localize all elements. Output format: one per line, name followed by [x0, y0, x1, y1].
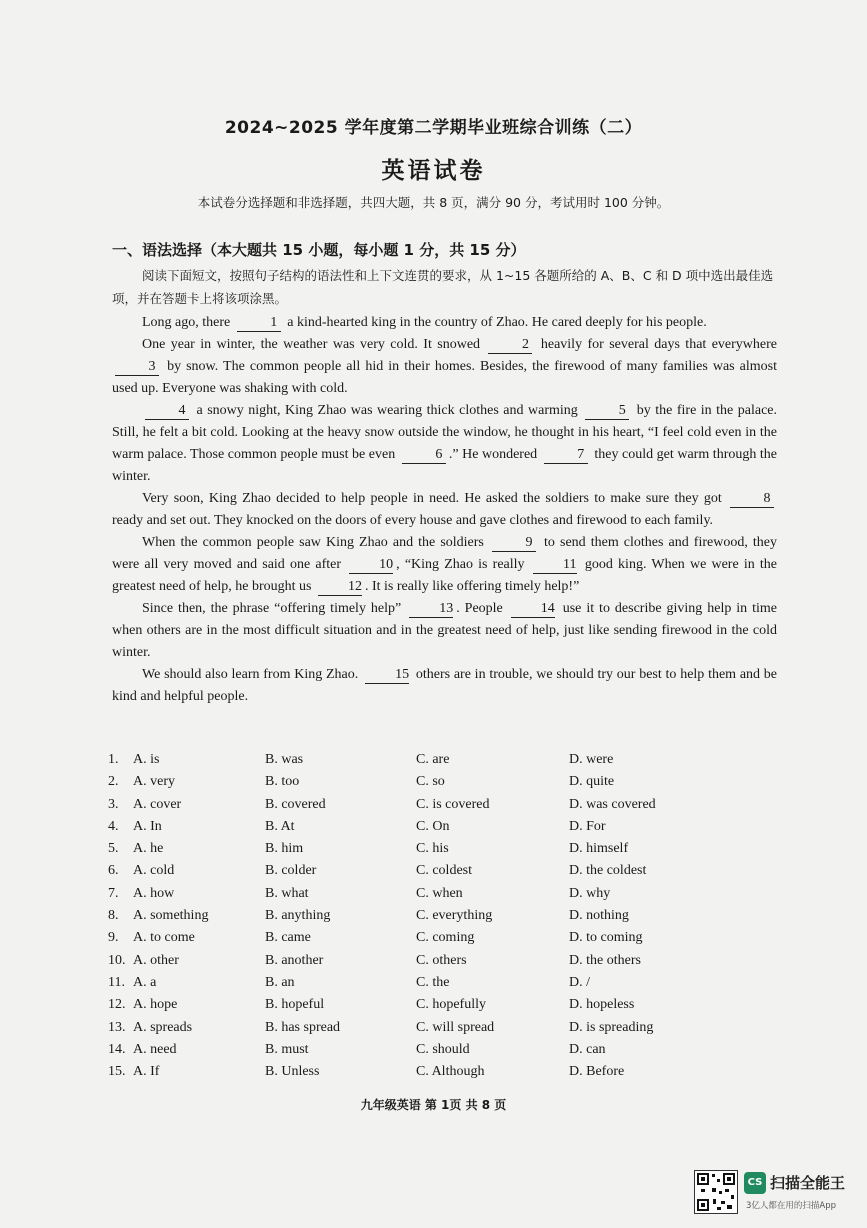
option-row: [108, 863, 768, 885]
option-d: D. the others: [569, 952, 641, 968]
blank-9: 9: [492, 535, 536, 552]
option-row: [108, 997, 768, 1019]
option-d: D. is spreading: [569, 1019, 654, 1035]
option-d: D. nothing: [569, 908, 629, 924]
blank-13: 13: [409, 601, 453, 618]
option-b: B. Unless: [265, 1064, 320, 1080]
option-c: C. is covered: [416, 796, 490, 812]
question-number: 10.: [108, 952, 126, 968]
paragraph-1: Long ago, there 1 a kind-hearted king in the country of Zhao. He cared deeply for his people.: [142, 315, 707, 330]
blank-3: 3: [115, 359, 159, 376]
option-row: [108, 1042, 768, 1064]
question-number: 1.: [108, 752, 119, 767]
option-row: [108, 908, 768, 930]
option-d: D. was covered: [569, 796, 656, 812]
option-b: B. an: [265, 974, 295, 990]
blank-2: 2: [488, 337, 532, 354]
option-b: B. what: [265, 885, 309, 901]
option-a: A. hope: [133, 997, 178, 1013]
option-b: B. was: [265, 752, 304, 767]
option-a: A. he: [133, 841, 164, 857]
exam-title: 2024~2025 学年度第二学期毕业班综合训练（二）: [224, 118, 643, 138]
question-number: 15.: [108, 1064, 126, 1080]
option-c: C. will spread: [416, 1019, 495, 1035]
question-number: 2.: [108, 774, 119, 790]
qr-code-icon: [694, 1170, 738, 1214]
blank-1: 1: [237, 315, 281, 332]
option-c: C. are: [416, 752, 450, 767]
paragraph-7: We should also learn from King Zhao. 15 others are in trouble, we should try our best to help them and be kind and helpful people.: [112, 667, 778, 704]
option-c: C. Although: [416, 1064, 485, 1080]
option-c: C. On: [416, 818, 450, 834]
option-a: A. how: [133, 885, 175, 901]
option-d: D. can: [569, 1041, 606, 1057]
option-a: A. If: [133, 1064, 160, 1080]
option-d: D. why: [569, 885, 611, 901]
option-b: B. colder: [265, 863, 317, 879]
option-c: C. so: [416, 774, 445, 790]
section-instruction: 阅读下面短文，按照句子结构的语法性和上下文连贯的要求，从 1~15 各题所给的 A、B、C 和 D 项中选出最佳选项，并在答题卡上将该项涂黑。: [112, 268, 774, 306]
option-row: [108, 841, 768, 863]
option-a: A. to come: [133, 930, 195, 946]
subject-title: 英语试卷: [381, 158, 486, 184]
option-row: [108, 797, 768, 819]
question-number: 9.: [108, 930, 119, 946]
option-c: C. everything: [416, 908, 493, 924]
paragraph-5: When the common people saw King Zhao and the soldiers 9 to send them clothes and firewood, they were all very moved and said one after 10 , “King Zhao is really 11 good king. When we were in the greatest need of help, he brought us 12 . It is really like offering timely help!”: [112, 535, 778, 594]
option-a: A. spreads: [133, 1019, 193, 1035]
option-b: B. him: [265, 841, 304, 857]
option-b: B. came: [265, 930, 311, 946]
blank-6: 6: [402, 447, 446, 464]
blank-7: 7: [544, 447, 588, 464]
question-number: 6.: [108, 863, 119, 879]
question-number: 13.: [108, 1019, 126, 1035]
option-c: C. the: [416, 974, 450, 990]
option-a: A. cover: [133, 796, 182, 812]
paragraph-2: One year in winter, the weather was very cold. It snowed 2 heavily for several days that everywhere 3 by snow. The common people all hid in their homes. Besides, the firewood of many families was almost used up. Everyone was shaking with cold.: [112, 337, 778, 396]
option-b: B. covered: [265, 796, 326, 812]
option-d: D. quite: [569, 774, 615, 790]
blank-8: 8: [730, 491, 774, 508]
paragraph-6: Since then, the phrase “offering timely help” 13 . People 14 use it to describe giving help in time when others are in the most difficult situation and in the greatest need of help, just like sending firewood in the cold winter.: [112, 601, 778, 660]
option-b: B. too: [265, 774, 300, 790]
option-b: B. hopeful: [265, 997, 325, 1013]
question-number: 14.: [108, 1041, 126, 1057]
question-number: 3.: [108, 796, 119, 812]
paragraph-4: Very soon, King Zhao decided to help people in need. He asked the soldiers to make sure they got 8 ready and set out. They knocked on the doors of every house and gave clothes and firewood to each family.: [112, 488, 777, 532]
blank-14: 14: [511, 601, 555, 618]
question-number: 12.: [108, 997, 126, 1013]
answer-options: [108, 752, 768, 1086]
option-a: A. a: [133, 974, 157, 990]
scanner-tagline: 3亿人都在用的扫描App: [746, 1201, 837, 1211]
paragraph-3: 4 a snowy night, King Zhao was wearing thick clothes and warming 5 by the fire in the palace. Still, he felt a bit cold. Looking at the heavy snow outside the window, he thought in his heart, “I feel cold even in the warm palace. Those common people must be even 6 .” He wondered 7 they could get warm through the winter.: [112, 403, 778, 484]
option-a: A. In: [133, 818, 162, 834]
option-c: C. coldest: [416, 863, 472, 879]
camscanner-logo-icon: CS: [744, 1172, 766, 1194]
option-b: B. has spread: [265, 1019, 341, 1035]
question-number: 11.: [108, 974, 125, 990]
option-d: D. were: [569, 752, 614, 767]
option-b: B. another: [265, 952, 324, 968]
question-number: 8.: [108, 908, 119, 924]
option-row: [108, 975, 768, 997]
option-c: C. others: [416, 952, 467, 968]
page-footer: 九年级英语 第 1页 共 8 页: [360, 1098, 507, 1112]
option-d: D. /: [569, 974, 590, 990]
reading-passage: [112, 312, 777, 708]
option-row: [108, 930, 768, 952]
blank-15: 15: [365, 667, 409, 684]
blank-12: 12: [318, 579, 362, 596]
option-row: [108, 819, 768, 841]
option-d: D. himself: [569, 841, 629, 857]
option-c: C. when: [416, 885, 463, 901]
option-b: B. anything: [265, 908, 331, 924]
option-c: C. coming: [416, 930, 475, 946]
question-number: 5.: [108, 841, 119, 857]
blank-11: 11: [533, 557, 577, 574]
question-number: 4.: [108, 818, 119, 834]
option-a: A. cold: [133, 863, 175, 879]
option-row: [108, 953, 768, 975]
option-b: B. At: [265, 818, 295, 834]
option-c: C. his: [416, 841, 449, 857]
option-row: [108, 1020, 768, 1042]
option-a: A. something: [133, 908, 209, 924]
option-a: A. other: [133, 952, 179, 968]
option-d: D. Before: [569, 1064, 625, 1080]
option-c: C. hopefully: [416, 997, 486, 1013]
question-number: 7.: [108, 885, 119, 901]
option-d: D. the coldest: [569, 863, 647, 879]
option-a: A. is: [133, 752, 160, 767]
option-b: B. must: [265, 1041, 309, 1057]
blank-4: 4: [145, 403, 189, 420]
blank-5: 5: [585, 403, 629, 420]
option-row: [108, 774, 768, 796]
option-d: D. For: [569, 818, 606, 834]
scanner-app-name: 扫描全能王: [770, 1174, 846, 1192]
option-row: [108, 886, 768, 908]
option-a: A. need: [133, 1041, 177, 1057]
blank-10: 10: [349, 557, 393, 574]
option-row: [108, 752, 768, 774]
option-a: A. very: [133, 774, 175, 790]
option-row: [108, 1064, 768, 1086]
exam-note: 本试卷分选择题和非选择题，共四大题，共 8 页，满分 90 分，考试用时 100 分钟。: [197, 195, 670, 210]
option-d: D. to coming: [569, 930, 643, 946]
option-c: C. should: [416, 1041, 470, 1057]
option-d: D. hopeless: [569, 997, 635, 1013]
section-heading: 一、语法选择（本大题共 15 小题，每小题 1 分，共 15 分）: [112, 241, 526, 259]
